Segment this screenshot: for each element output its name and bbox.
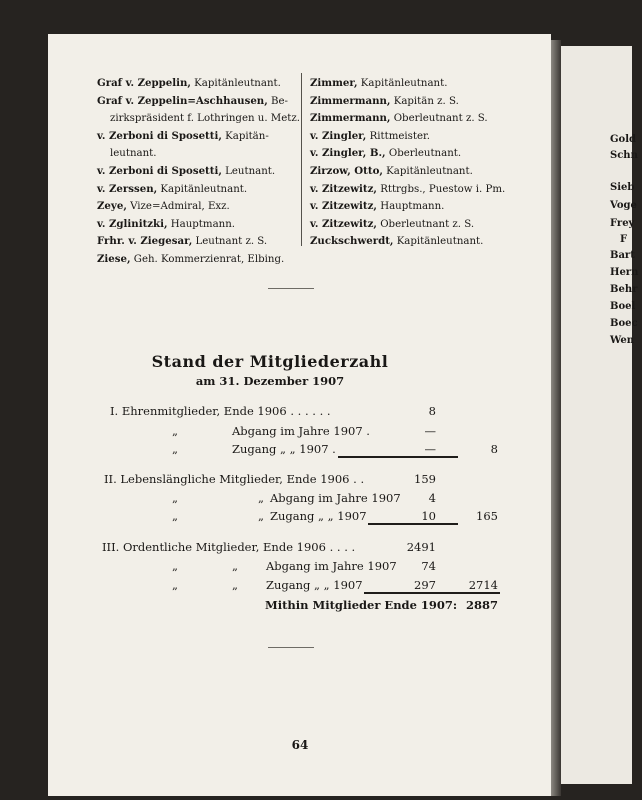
facing-text-fragment: Gold — [610, 134, 637, 145]
facing-text-fragment: Voge — [610, 200, 637, 211]
member-entry-continuation: leutnant. — [110, 148, 157, 160]
ditto-mark: „ — [172, 559, 178, 573]
stat-label: Zugang „ „ 1907 . — [232, 442, 336, 456]
member-entry: v. Zerssen, Kapitänleutnant. — [97, 182, 248, 195]
facing-text-fragment: Schn — [610, 150, 638, 161]
result-label: Mithin Mitglieder Ende 1907: — [265, 598, 458, 612]
member-entry: Zirzow, Otto, Kapitänleutnant. — [310, 164, 473, 177]
page-gutter — [551, 40, 561, 796]
member-list-left — [97, 75, 300, 269]
member-entry: v. Zingler, Rittmeister. — [310, 129, 431, 142]
stat-value: 159 — [414, 472, 436, 486]
stat-label: III. Ordentliche Mitglieder, Ende 1906 . . . . — [102, 540, 356, 554]
sum-underline — [364, 592, 500, 594]
member-entry: v. Zglinitzki, Hauptmann. — [97, 217, 235, 230]
stat-label: Abgang im Jahre 1907 . — [232, 424, 370, 438]
member-entry: v. Zerboni di Sposetti, Kapitän- — [97, 129, 269, 142]
stat-label: Abgang im Jahre 1907 — [270, 491, 401, 505]
facing-text-fragment: Boec — [610, 318, 638, 329]
member-entry: v. Zitzewitz, Rttrgbs., Puestow i. Pm. — [310, 182, 506, 195]
separator-rule — [268, 647, 314, 648]
facing-text-fragment: Hern — [610, 267, 639, 278]
facing-text-fragment: F — [620, 234, 628, 245]
ditto-mark: „ — [258, 509, 264, 523]
member-list-right — [310, 75, 505, 251]
member-entry: Zimmermann, Oberleutnant z. S. — [310, 112, 488, 125]
page-number: 64 — [291, 738, 309, 752]
section-subtitle: am 31. Dezember 1907 — [195, 374, 345, 388]
stat-label: Zugang „ „ 1907 — [270, 509, 367, 523]
member-entry-continuation: zirkspräsident f. Lothringen u. Metz. — [110, 113, 300, 125]
member-entry: v. Zitzewitz, Oberleutnant z. S. — [310, 217, 475, 230]
facing-text-fragment: Bart — [610, 250, 635, 261]
separator-rule — [268, 288, 314, 289]
member-entry: Zuckschwerdt, Kapitänleutnant. — [310, 235, 484, 248]
ditto-mark: „ — [258, 491, 264, 505]
ditto-mark: „ — [172, 578, 178, 592]
stat-value: 8 — [428, 404, 436, 418]
member-entry: Graf v. Zeppelin, Kapitänleutnant. — [97, 77, 281, 89]
stat-label: I. Ehrenmitglieder, Ende 1906 . . . . . . — [110, 404, 331, 418]
section-title: Stand der Mitgliederzahl — [151, 352, 389, 371]
facing-text-fragment: Frey — [610, 218, 635, 229]
stat-label: Zugang „ „ 1907 — [266, 578, 363, 592]
member-entry: Zeye, Vize=Admiral, Exz. — [97, 200, 230, 213]
member-entry: v. Zerboni di Sposetti, Leutnant. — [97, 164, 276, 177]
ditto-mark: „ — [172, 424, 178, 438]
stat-label: Abgang im Jahre 1907 — [266, 559, 397, 573]
member-entry: Graf v. Zeppelin=Aschhausen, Be- — [97, 94, 288, 107]
stat-value: 2491 — [406, 540, 436, 554]
result-value: 2887 — [465, 598, 498, 612]
member-entry: v. Zingler, B., Oberleutnant. — [310, 147, 462, 160]
member-entry: Zimmer, Kapitänleutnant. — [310, 77, 448, 89]
ditto-mark: „ — [172, 509, 178, 523]
member-entry: Ziese, Geh. Kommerzienrat, Elbing. — [97, 252, 285, 265]
stat-value: 74 — [421, 559, 436, 573]
facing-text-fragment: Wen — [610, 335, 635, 346]
stat-value: — — [424, 442, 436, 456]
facing-text-fragment: Sieb — [610, 182, 635, 193]
facing-text-fragment: Behr — [610, 284, 638, 295]
ditto-mark: „ — [232, 559, 238, 573]
ditto-mark: „ — [232, 578, 238, 592]
member-entry: Frhr. v. Ziegesar, Leutnant z. S. — [97, 235, 268, 248]
stat-value: 297 — [414, 578, 436, 592]
member-entry: v. Zitzewitz, Hauptmann. — [310, 200, 445, 213]
stat-value: — — [424, 424, 436, 438]
ditto-mark: „ — [172, 442, 178, 456]
sum-underline — [338, 456, 458, 458]
facing-text-fragment: Boel — [610, 301, 636, 312]
column-divider — [301, 73, 302, 246]
stat-label: II. Lebenslängliche Mitglieder, Ende 1906 . . — [104, 472, 365, 486]
sum-underline — [368, 523, 458, 525]
member-entry: Zimmermann, Kapitän z. S. — [310, 94, 459, 107]
stat-total: 165 — [476, 509, 498, 523]
stat-total: 8 — [490, 442, 498, 456]
stat-total: 2714 — [468, 578, 498, 592]
ditto-mark: „ — [172, 491, 178, 505]
stat-value: 4 — [428, 491, 436, 505]
stat-value: 10 — [421, 509, 436, 523]
